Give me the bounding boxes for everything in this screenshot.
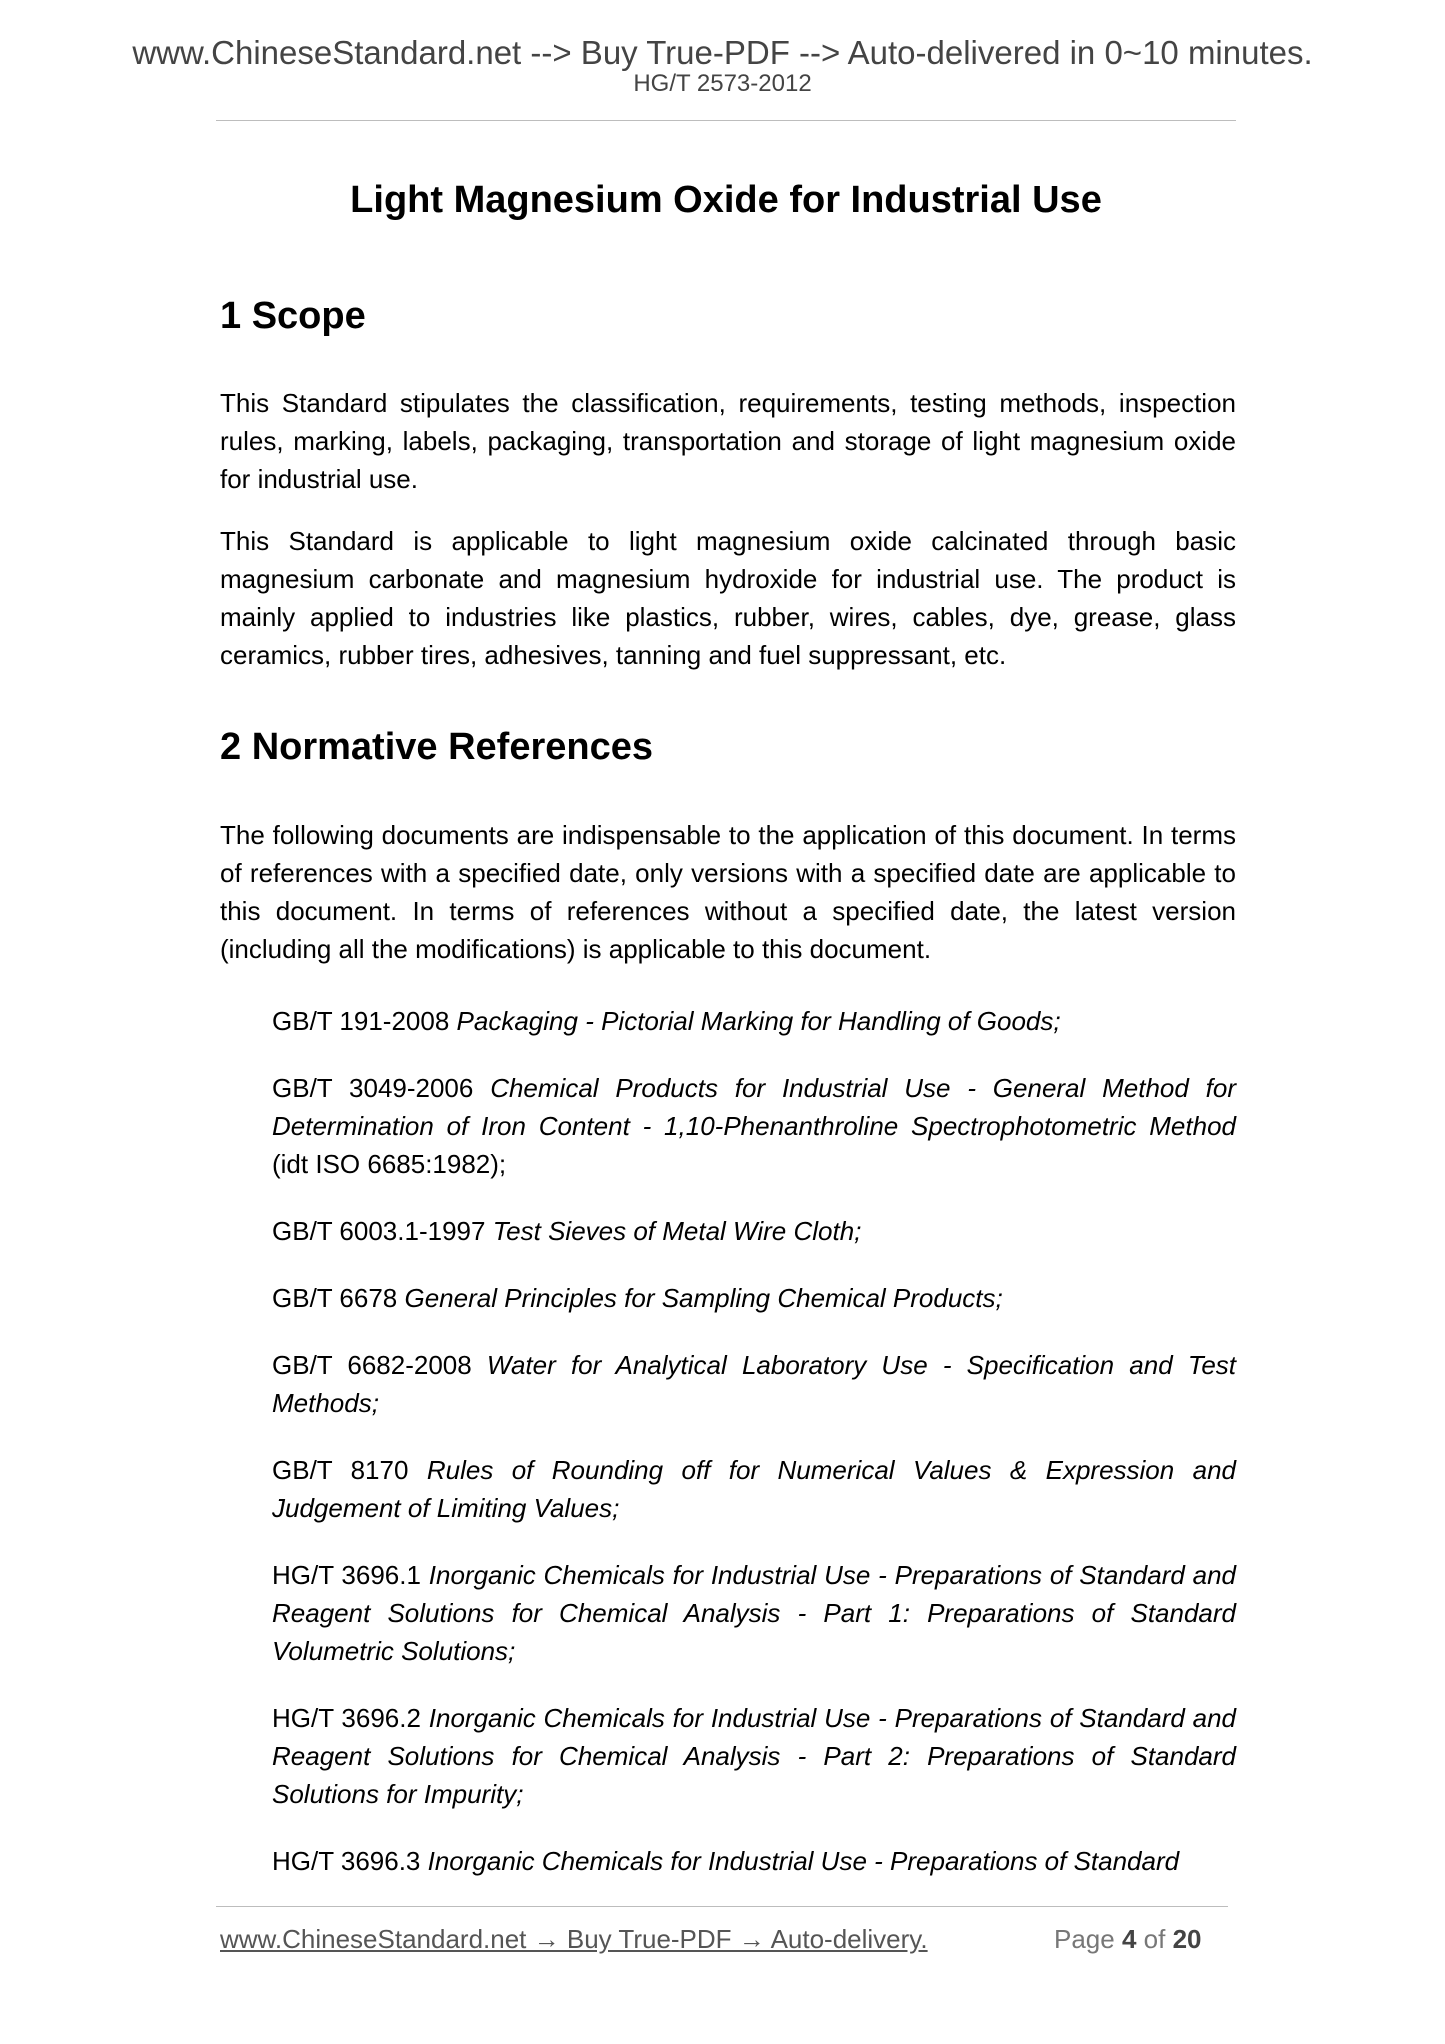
reference-code: HG/T 3696.3 (272, 1846, 421, 1876)
reference-title: Rules of Rounding off for Numerical Values & Expression and Judgement of Limiting Values; (272, 1455, 1236, 1523)
document-title: Light Magnesium Oxide for Industrial Use (350, 179, 1102, 221)
reference-item (272, 1002, 1236, 1040)
reference-code: GB/T 191-2008 (272, 1006, 450, 1036)
header-banner-link[interactable]: www.ChineseStandard.net --> Buy True-PDF --> Auto-delivered in 0~10 minutes. (132, 34, 1313, 71)
reference-title: General Principles for Sampling Chemical Products; (404, 1283, 1003, 1313)
reference-title: Inorganic Chemicals for Industrial Use - Preparations of Standard and Reagent Solutions for Chemical Analysis - Part 1: Preparations of Standard Volumetric Solutions; (272, 1560, 1236, 1666)
reference-item (272, 1346, 1236, 1422)
scope-paragraph-1: This Standard stipulates the classification, requirements, testing methods, inspection rules, marking, labels, packaging, transportation and storage of light magnesium oxide for industrial use. (220, 388, 1236, 494)
reference-title: Water for Analytical Laboratory Use - Specification and Test Methods; (272, 1350, 1237, 1418)
reference-suffix: (idt ISO 6685:1982); (272, 1149, 507, 1179)
footer-divider (216, 1906, 1228, 1907)
reference-title: Chemical Products for Industrial Use - General Method for Determination of Iron Content - 1,10-Phenanthroline Spectrophotometric Method (272, 1073, 1236, 1141)
reference-title: Test Sieves of Metal Wire Cloth; (492, 1216, 862, 1246)
reference-title: Inorganic Chemicals for Industrial Use - Preparations of Standard and Reagent Solutions for Chemical Analysis - Part 2: Preparations of Standard Solutions for Impurity; (272, 1703, 1236, 1809)
reference-code: GB/T 8170 (272, 1455, 409, 1485)
page-label: Page (1054, 1924, 1115, 1954)
reference-code: GB/T 6678 (272, 1283, 398, 1313)
scope-paragraph-2: This Standard is applicable to light magnesium oxide calcinated through basic magnesium carbonate and magnesium hydroxide for industrial use. The product is mainly applied to industries like plastics, rubber, wires, cables, dye, grease, glass ceramics, rubber tires, adhesives, tanning and fuel suppressant, etc. (220, 526, 1236, 670)
reference-title: Inorganic Chemicals for Industrial Use - Preparations of Standard (427, 1846, 1180, 1876)
reference-item (272, 1069, 1236, 1183)
of-label: of (1143, 1924, 1166, 1954)
references-intro-paragraph: The following documents are indispensable to the application of this document. In terms of references with a specified date, only versions with a specified date are applicable to this document. In terms of references without a specified date, the latest version (including all the modifications) is applicable to this document. (220, 820, 1236, 964)
reference-code: HG/T 3696.1 (272, 1560, 421, 1590)
section-heading-scope: 1 Scope (220, 295, 366, 337)
reference-code: GB/T 3049-2006 (272, 1073, 474, 1103)
reference-code: GB/T 6003.1-1997 (272, 1216, 486, 1246)
reference-item (272, 1212, 1236, 1250)
page-indicator (1054, 1924, 1202, 1955)
footer-buy-link[interactable]: www.ChineseStandard.net → Buy True-PDF → Auto-delivery. (220, 1924, 928, 1954)
section-heading-normative-references: 2 Normative References (220, 726, 653, 768)
total-pages: 20 (1172, 1924, 1202, 1954)
header-divider (216, 120, 1236, 121)
reference-item (272, 1279, 1236, 1317)
reference-item (272, 1556, 1236, 1670)
reference-item (272, 1842, 1236, 1880)
reference-code: HG/T 3696.2 (272, 1703, 421, 1733)
reference-code: GB/T 6682-2008 (272, 1350, 472, 1380)
reference-item (272, 1451, 1236, 1527)
reference-title: Packaging - Pictorial Marking for Handling of Goods; (456, 1006, 1061, 1036)
reference-item (272, 1699, 1236, 1813)
standard-code: HG/T 2573-2012 (633, 70, 812, 97)
page-number: 4 (1121, 1924, 1137, 1954)
